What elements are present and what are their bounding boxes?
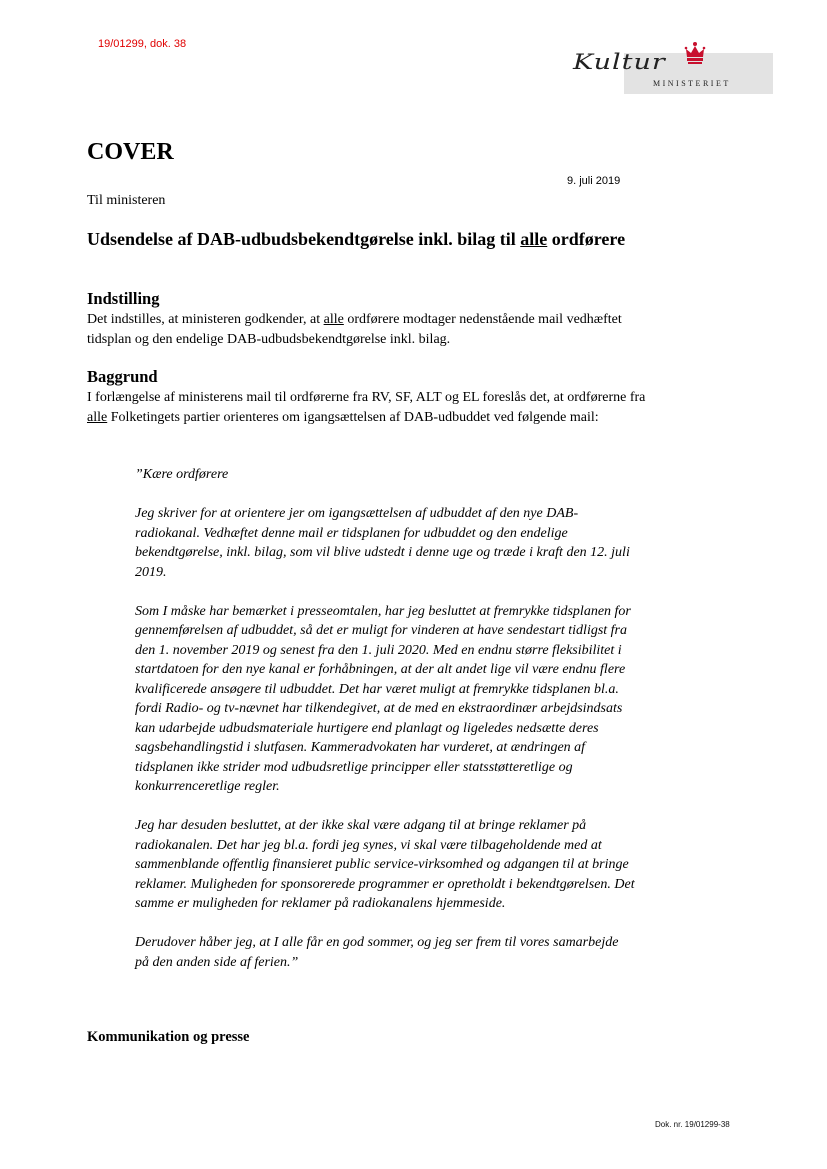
indstilling-text-end: ordførere modtager nedenstående mail vedhæftet tidsplan og den endelige DAB-udbudsbekendtgørelse inkl. bilag. <box>87 312 622 347</box>
subject-text: Udsendelse af DAB-udbudsbekendtgørelse inkl. bilag til <box>87 229 521 249</box>
subject-heading <box>87 228 647 250</box>
page-title: COVER <box>87 139 174 165</box>
indstilling-paragraph <box>87 310 647 349</box>
subject-text-end: ordførere <box>547 229 626 249</box>
baggrund-paragraph <box>87 388 647 427</box>
document-number-footer: Dok. nr. 19/01299-38 <box>655 1120 730 1129</box>
logo-ministry-text: MINISTERIET <box>653 79 731 88</box>
mail-quote <box>135 465 635 992</box>
quote-paragraph-3: Jeg har desuden besluttet, at der ikke skal være adgang til at bringe reklamer på radiokanalen. Det har jeg bl.a. fordi jeg synes, vi skal være tilbageholdende med at sammenblande offentlig finansieret public service-virksomhed og adgangen til at bringe reklamer. Muligheden for sponsorerede programmer er opretholdt i bekendtgørelsen. Det samme er muligheden for reklamer på radiokanalens hjemmeside. <box>135 818 635 911</box>
indstilling-underlined: alle <box>323 312 344 327</box>
subject-underlined: alle <box>520 229 548 249</box>
baggrund-text-end: Folketingets partier orienteres om igangsættelsen af DAB-udbuddet ved følgende mail: <box>107 409 599 425</box>
baggrund-heading: Baggrund <box>87 367 158 386</box>
baggrund-text: I forlængelse af ministerens mail til ordførerne fra RV, SF, ALT og EL foreslås det, at ordførerne fra <box>87 390 646 405</box>
quote-paragraph-4: Derudover håber jeg, at I alle får en god sommer, og jeg ser frem til vores samarbejde på den anden side af ferien.” <box>135 935 619 970</box>
document-date: 9. juli 2019 <box>567 175 621 187</box>
quote-paragraph-1: Jeg skriver for at orientere jer om igangsættelsen af udbuddet af den nye DAB-radiokanal. Vedhæftet denne mail er tidsplanen for udbuddet og den endelige bekendtgørelse, inkl. bilag, som vil blive udstedt i denne uge og træde i kraft den 12. juli 2019. <box>135 506 630 580</box>
logo-script-text: Kultur <box>573 50 666 75</box>
quote-greeting: ”Kære ordførere <box>135 467 229 482</box>
baggrund-underlined: alle <box>87 409 108 425</box>
quote-paragraph-2: Som I måske har bemærket i presseomtalen, har jeg besluttet at fremrykke tidsplanen for gennemførelsen af udbuddet, så det er muligt for vinderen at have sendestart tidligst fra den 1. november 2019 og senest fra den 1. juli 2020. Med en endnu større fleksibilitet i startdatoen for den nye kanal er forhåbningen, at der alt andet lige vil være endnu flere kvalificerede ansøgere til udbuddet. Det har været muligt at fremrykke tidsplanen bl.a. fordi Radio- og tv-nævnet har tilkendegivet, at de med en ekstraordinær arbejdsindsats kan udarbejde udbudsmateriale hurtigere end planlagt og ligeledes nedsætte deres sagsbehandlingstid i slutfasen. Kammeradvokaten har vurderet, at ændringen af tidsplanen ikke strider mod udbudsretlige principper eller statsstøtteretlige og konkurrenceretlige regler. <box>135 603 631 794</box>
kulturministeriet-logo <box>571 36 773 94</box>
document-reference-top: 19/01299, dok. 38 <box>98 38 187 50</box>
kommunikation-heading: Kommunikation og presse <box>87 1029 250 1045</box>
indstilling-heading: Indstilling <box>87 289 160 308</box>
indstilling-text: Det indstilles, at ministeren godkender, at <box>87 312 324 327</box>
crown-icon <box>684 41 706 65</box>
recipient-line: Til ministeren <box>87 193 166 208</box>
